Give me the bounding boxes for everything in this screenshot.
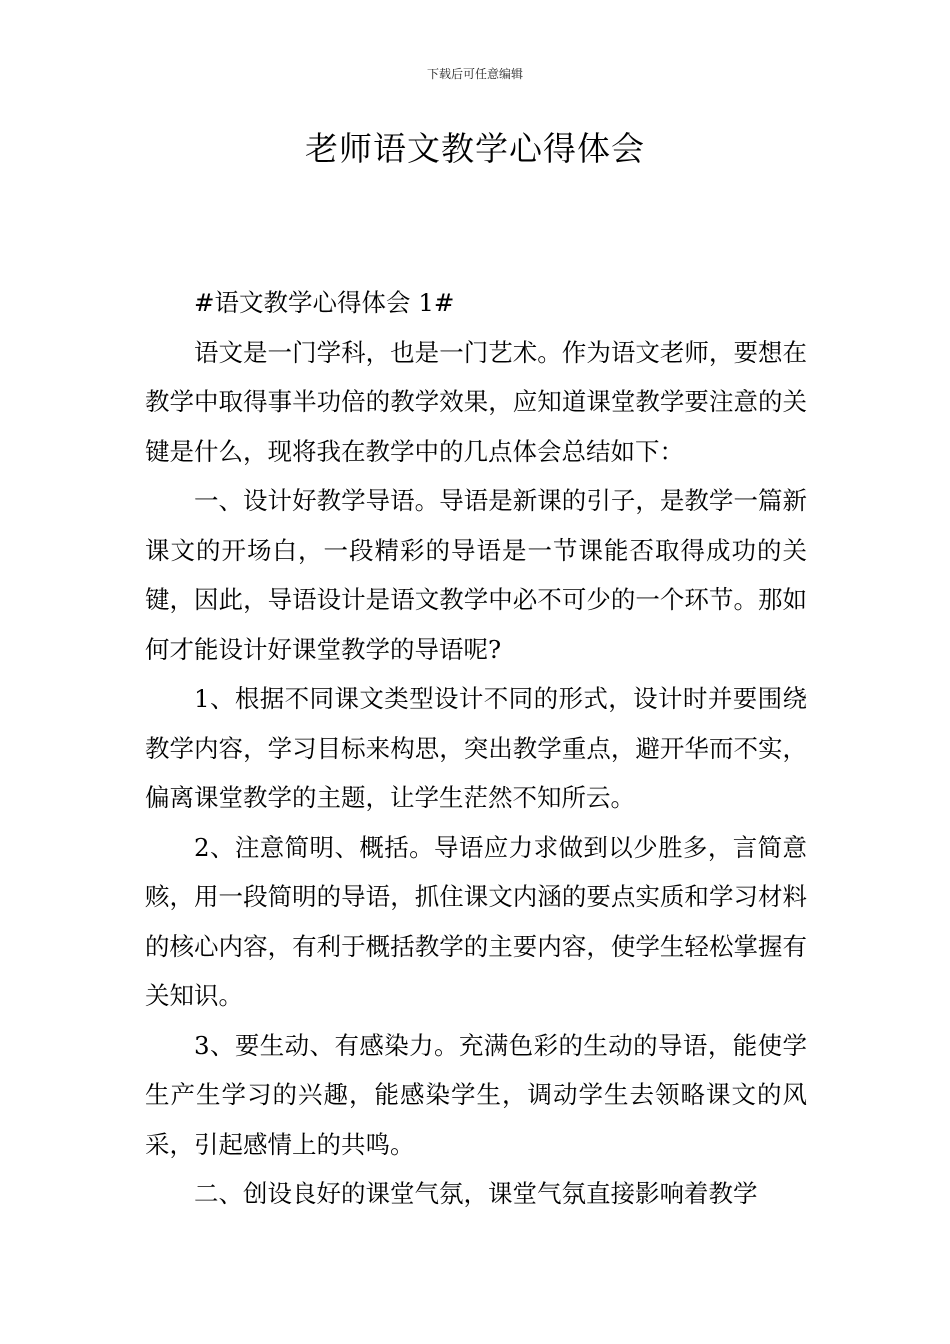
section-heading: #语文教学心得体会 1# — [194, 288, 455, 317]
document-title: 老师语文教学心得体会 — [305, 129, 645, 168]
document-body — [145, 278, 807, 1219]
page-header-note: 下载后可任意编辑 — [426, 67, 523, 81]
paragraph-subpoint-2: 2、注意简明、概括。导语应力求做到以少胜多，言简意赅，用一段简明的导语，抓住课文内涵的要点实质和学习材料的核心内容，有利于概括教学的主要内容，使学生轻松掌握有关知识。 — [145, 832, 807, 1010]
paragraph-intro: 语文是一门学科，也是一门艺术。作为语文老师，要想在教学中取得事半功倍的教学效果，应知道课堂教学要注意的关键是什么，现将我在教学中的几点体会总结如下： — [145, 337, 807, 466]
paragraph-subpoint-1: 1、根据不同课文类型设计不同的形式，设计时并要围绕教学内容，学习目标来构思，突出教学重点，避开华而不实，偏离课堂教学的主题，让学生茫然不知所云。 — [145, 684, 807, 812]
paragraph-point-two: 二、创设良好的课堂气氛，课堂气氛直接影响着教学 — [194, 1179, 758, 1208]
paragraph-subpoint-3: 3、要生动、有感染力。充满色彩的生动的导语，能使学生产生学习的兴趣，能感染学生，调动学生去领略课文的风采，引起感情上的共鸣。 — [145, 1030, 807, 1159]
paragraph-point-one: 一、设计好教学导语。导语是新课的引子，是教学一篇新课文的开场白，一段精彩的导语是一节课能否取得成功的关键，因此，导语设计是语文教学中必不可少的一个环节。那如何才能设计好课堂教学的导语呢? — [145, 486, 807, 664]
